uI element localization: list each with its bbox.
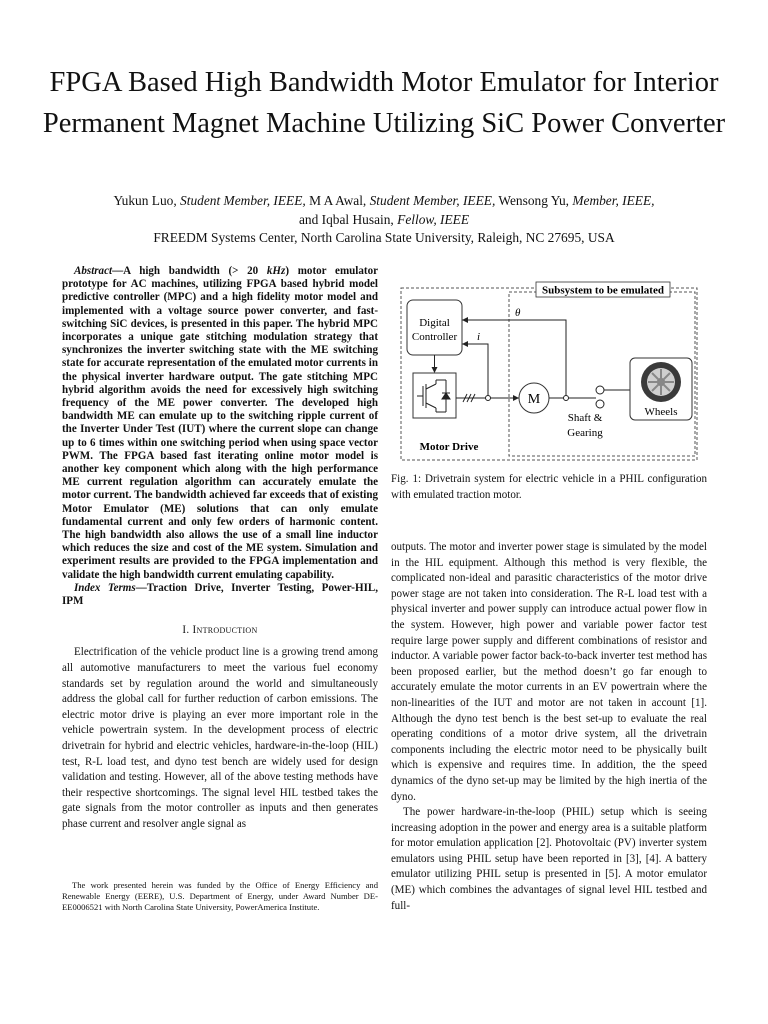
abstract-unit: kHz bbox=[266, 265, 286, 277]
sense-node bbox=[486, 396, 491, 401]
controller-label: Digital bbox=[419, 317, 450, 329]
abstract-label: Abstract bbox=[74, 265, 113, 277]
arrow-head bbox=[432, 367, 438, 373]
motor-label: M bbox=[527, 392, 541, 407]
shaft-label: Gearing bbox=[567, 427, 603, 439]
abstract-text: ) motor emulator prototype for AC machines, utilizing FPGA based hybrid model predictive controller (MPC) and a high fidelity motor model and implemented with a voltage source power converter, and fast-switching SiC devices, is presented in this paper. The hybrid MPC incorporates a unique gate stitching modulation strategy that synchronizes the inverter switching state with the ME switching state for accurate representation of the emulated motor currents in the physical inverter hardware output. The gate stitching MPC hybrid algorithm avoids the need for excessively high switching frequency of the ME power converter. The developed high bandwidth ME can emulate up to the switching ripple current of the Inverter Under Test (IUT) where the current slope can change up to 6 times within one switching period when using space vector PWM. The FPGA based fast iterating online motor model is another key component which along with the high performance ME current regulation algorithm can accurately emulate the motor current. The bandwidth achieved far exceeds that of existing Motor Emulator (ME) solutions that can only emulate fundamental current and only few orders of harmonic content. The high bandwidth also allows the use of a small line inductor which reduces the size and cost of the ME system. Simulation and experiment results are provided to the FPGA implementation and validate the high bandwidth current emulating capability. bbox=[62, 265, 379, 581]
author-membership: Member, IEEE, bbox=[572, 193, 655, 208]
abstract bbox=[62, 265, 378, 582]
figure-1 bbox=[391, 278, 707, 463]
index-terms bbox=[62, 582, 378, 608]
body-paragraph: The power hardware-in-the-loop (PHIL) setup which is seeing increasing adoption in the power and energy area is a suitable platform for motor emulation application [2]. Photovoltaic (PV) inverter system emulators using PHIL setup have been reported in [3], [4]. A battery emulator utilizing PHIL setup is presented in [5]. A motor emulator (ME) which combines the advantages of signal level HIL testbed and full- bbox=[391, 806, 707, 912]
arrow-head bbox=[513, 395, 519, 401]
sense-node bbox=[564, 396, 569, 401]
body-paragraph: outputs. The motor and inverter power stage is simulated by the model in the HIL equipment. Although this method is very flexible, the complicated non-ideal and parasitic characteristics of the motor drive power stage are not taken into consideration. The R-L load test with a physical inverter and power supply can introduce actual power flow in the system. However, high power and variable power factor test require large power supply and different combinations of resistor and inductor. A variable power factor back-to-back inverter test method has been proposed earlier, but the method doesn’t go far enough to accurately emulate the motor currents in an EV powertrain where the non-linearities of the IUT and motor are not taken in account [1]. Although the dyno test bench is the best set-up to evaluate the real operating conditions of a motor drive system, all the drivetrain components including the electric motor need to be physically built which is expensive and requires time. In addition, the the speed dynamics of the dyno set-up may be limited by the high inertia of the dyno. bbox=[391, 541, 707, 803]
intro-paragraph: Electrification of the vehicle product line is a growing trend among all automotive manufacturers to meet the various fuel economy standards set by regulation around the world and simultaneously address the global call for further reduction of carbon emissions. The electric motor drive is playing an ever more important role in the vehicle powertrain system. In the development process of electric drivetrain for hybrid and electric vehicles, hardware-in-the-loop (HIL) test, R-L load test, and dyno test bench are widely used for design validation and testing. However, all of the above testing methods have their respective shortcomings. The signal level HIL testbed takes the gate signals from the motor controller as inputs and then generates phase current and resolver angle signal as bbox=[62, 646, 378, 831]
gear-icon bbox=[596, 386, 604, 394]
paper-title: FPGA Based High Bandwidth Motor Emulator for Interior Permanent Magnet Machine Utilizing SiC Power Converter bbox=[42, 67, 726, 139]
author-name: and Iqbal Husain, bbox=[298, 211, 398, 227]
author-membership: Student Member, IEEE, bbox=[180, 193, 306, 208]
controller-label: Controller bbox=[411, 331, 458, 343]
author-line-2 bbox=[40, 211, 728, 230]
index-terms-label: Index Terms bbox=[74, 581, 136, 594]
author-name: Yukun Luo, bbox=[113, 193, 181, 208]
footnote-text: The work presented herein was funded by the Office of Energy Efficiency and Renewable Energy (EERE), U.S. Department of Energy, under Award Number DE-EE0006521 with North Carolina State University, PowerAmerica Institute. bbox=[62, 880, 378, 912]
motor-drive-label: Motor Drive bbox=[419, 441, 479, 453]
drivetrain-diagram bbox=[391, 278, 707, 463]
section-heading: I. Introduction bbox=[182, 624, 258, 637]
right-column bbox=[391, 540, 707, 914]
shaft-label: Shaft & bbox=[567, 412, 603, 424]
current-label: i bbox=[477, 331, 481, 343]
author-name: M A Awal, bbox=[305, 193, 370, 208]
abstract-text: —A high bandwidth (> 20 bbox=[112, 265, 267, 277]
author-membership: Fellow, IEEE bbox=[397, 211, 470, 227]
current-feedback-line bbox=[462, 344, 488, 398]
author-membership: Student Member, IEEE, bbox=[369, 193, 496, 208]
author-line-1 bbox=[40, 192, 728, 211]
subsystem-label: Subsystem to be emulated bbox=[542, 284, 664, 297]
author-name: Wensong Yu, bbox=[495, 193, 573, 208]
theta-label: θ bbox=[515, 307, 521, 319]
arrow-head bbox=[462, 341, 468, 347]
gear-icon bbox=[596, 400, 604, 408]
wheels-label: Wheels bbox=[644, 406, 678, 418]
author-block bbox=[40, 192, 728, 248]
figure-caption: Fig. 1: Drivetrain system for electric vehicle in a PHIL configuration with emulated traction motor. bbox=[391, 473, 707, 501]
affiliation: FREEDM Systems Center, North Carolina State University, Raleigh, NC 27695, USA bbox=[153, 230, 615, 245]
footnote bbox=[62, 880, 378, 913]
left-column bbox=[62, 265, 378, 833]
arrow-head bbox=[462, 317, 468, 323]
wheel-icon bbox=[641, 362, 681, 402]
index-terms-text: —Traction Drive, Inverter Testing, Power-HIL, IPM bbox=[62, 581, 379, 608]
